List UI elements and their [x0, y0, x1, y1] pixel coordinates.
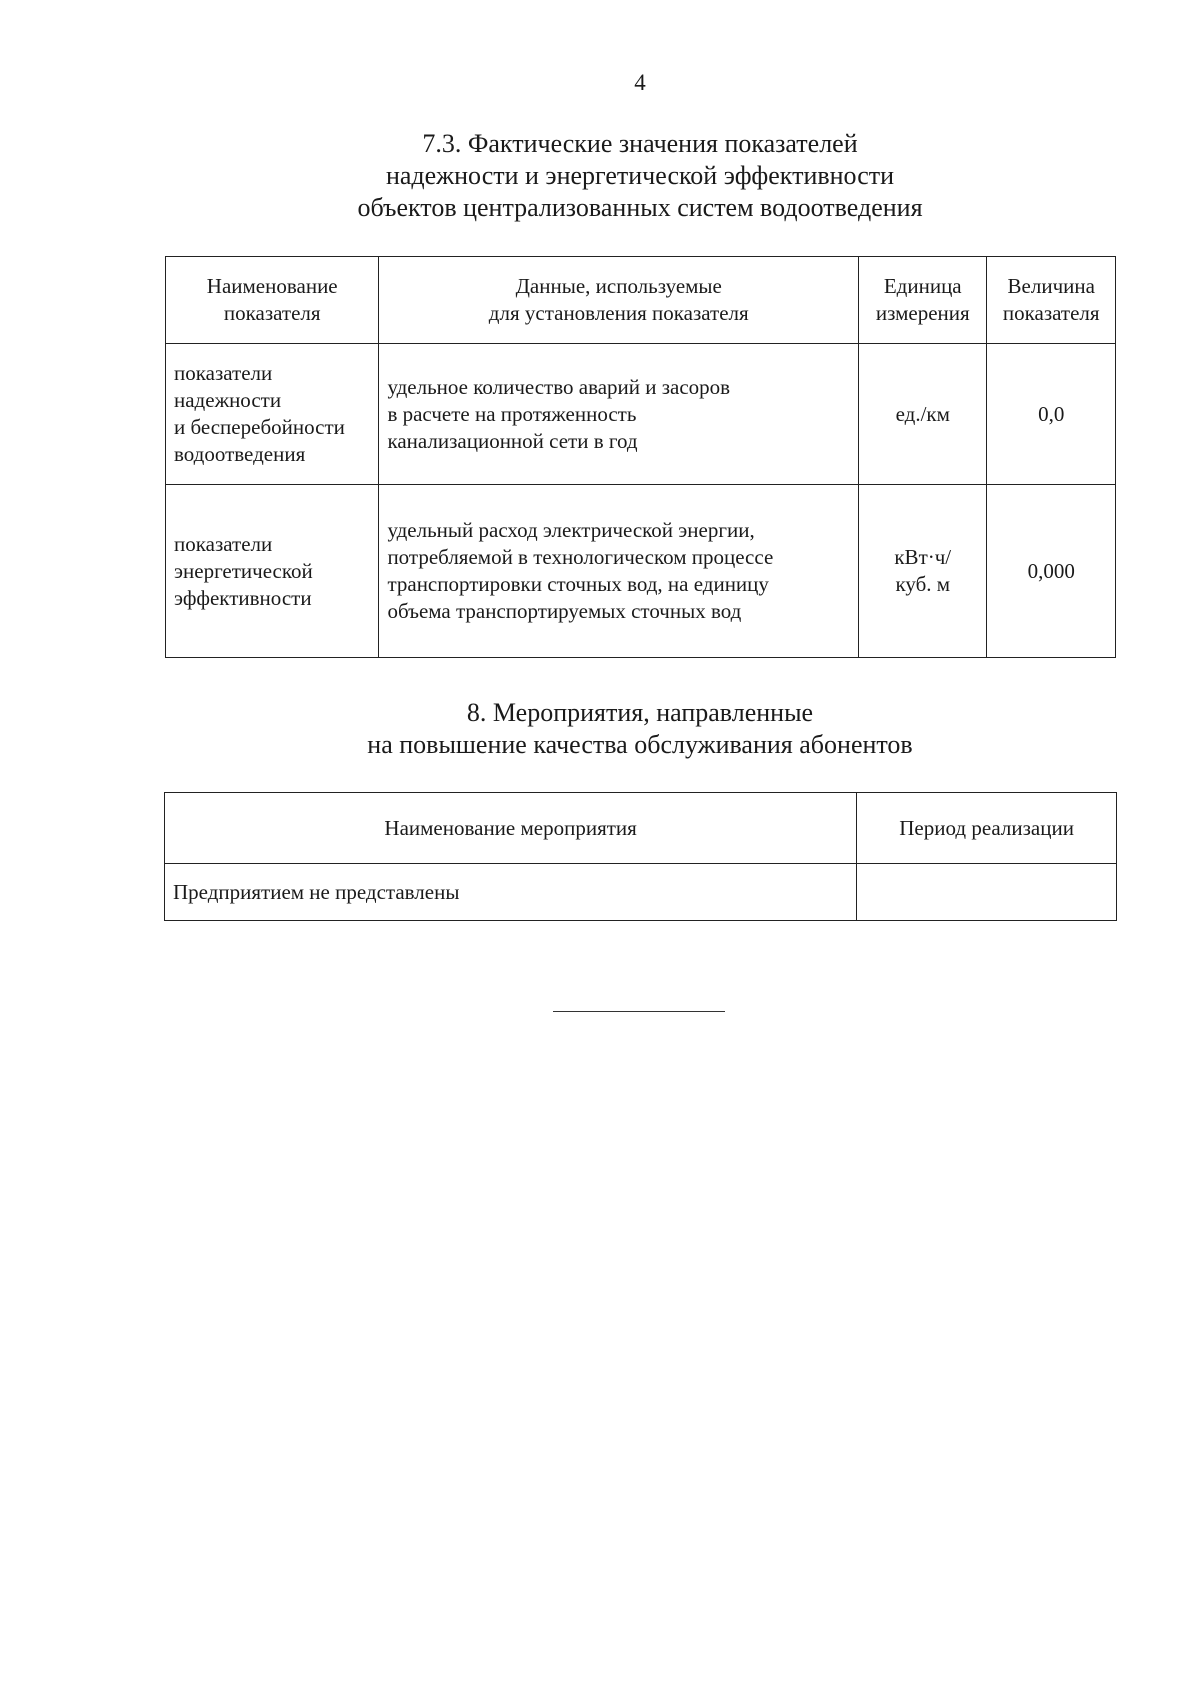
table-row: [165, 864, 1117, 921]
cell-text: удельный расход электрической энергии,: [387, 518, 755, 542]
cell-text: кВт·ч/: [894, 545, 952, 569]
header-measure-name: Наименование мероприятия: [165, 793, 857, 864]
header-period: Период реализации: [857, 793, 1117, 864]
header-text: Единица: [883, 274, 962, 298]
header-value: [987, 257, 1116, 344]
measure-cell: Предприятием не представлены: [165, 864, 857, 921]
section-8-title-line: 8. Мероприятия, направленные: [466, 698, 814, 727]
table-header-row: [165, 793, 1117, 864]
cell-text: энергетической: [174, 558, 313, 583]
header-unit: [859, 257, 987, 344]
unit-cell: [859, 344, 987, 485]
header-text: показателя: [223, 301, 321, 325]
end-divider: [553, 1011, 725, 1012]
header-indicator-name: [166, 257, 379, 344]
section-7-3-title-line: надежности и энергетической эффективности: [385, 161, 895, 190]
indicator-name-cell: [166, 485, 379, 658]
indicator-data-cell: [379, 344, 859, 485]
value-cell: 0,0: [987, 344, 1116, 485]
measures-table: [164, 792, 1117, 921]
header-text: измерения: [875, 301, 970, 325]
cell-text: надежности: [174, 388, 282, 412]
section-8-title-line: на повышение качества обслуживания абонентов: [367, 730, 913, 759]
header-text: Наименование: [206, 274, 338, 298]
cell-text: и бесперебойности: [174, 415, 345, 439]
cell-text: эффективности: [174, 585, 312, 610]
header-indicator-data: [379, 257, 859, 344]
table-row: [166, 344, 1116, 485]
cell-text: в расчете на протяженность: [387, 401, 637, 426]
cell-text: куб. м: [895, 572, 951, 596]
table-row: [166, 485, 1116, 658]
header-text: показателя: [1002, 301, 1100, 325]
cell-text: ед./км: [895, 401, 950, 426]
header-text: Данные, используемые: [515, 274, 722, 298]
value-cell: 0,000: [987, 485, 1116, 658]
indicator-data-cell: [379, 485, 859, 658]
cell-text: водоотведения: [174, 442, 306, 466]
cell-text: показатели: [174, 531, 273, 556]
period-cell: [857, 864, 1117, 921]
page-number: 4: [634, 70, 646, 95]
header-text: Величина: [1007, 274, 1095, 298]
cell-text: показатели: [174, 361, 273, 385]
section-7-3-title: [0, 128, 1200, 224]
section-7-3-title-line: 7.3. Фактические значения показателей: [422, 129, 858, 158]
cell-text: транспортировки сточных вод, на единицу: [387, 572, 769, 596]
section-8-title: [0, 697, 1200, 761]
table-header-row: [166, 257, 1116, 344]
cell-text: объема транспортируемых сточных вод: [387, 599, 742, 623]
header-text: для установления показателя: [488, 301, 749, 325]
cell-text: потребляемой в технологическом процессе: [387, 545, 774, 569]
cell-text: канализационной сети в год: [387, 428, 638, 453]
indicators-table: [165, 256, 1116, 658]
section-7-3-title-line: объектов централизованных систем водоотведения: [357, 193, 923, 222]
indicator-name-cell: [166, 344, 379, 485]
unit-cell: [859, 485, 987, 658]
cell-text: удельное количество аварий и засоров: [387, 374, 731, 399]
